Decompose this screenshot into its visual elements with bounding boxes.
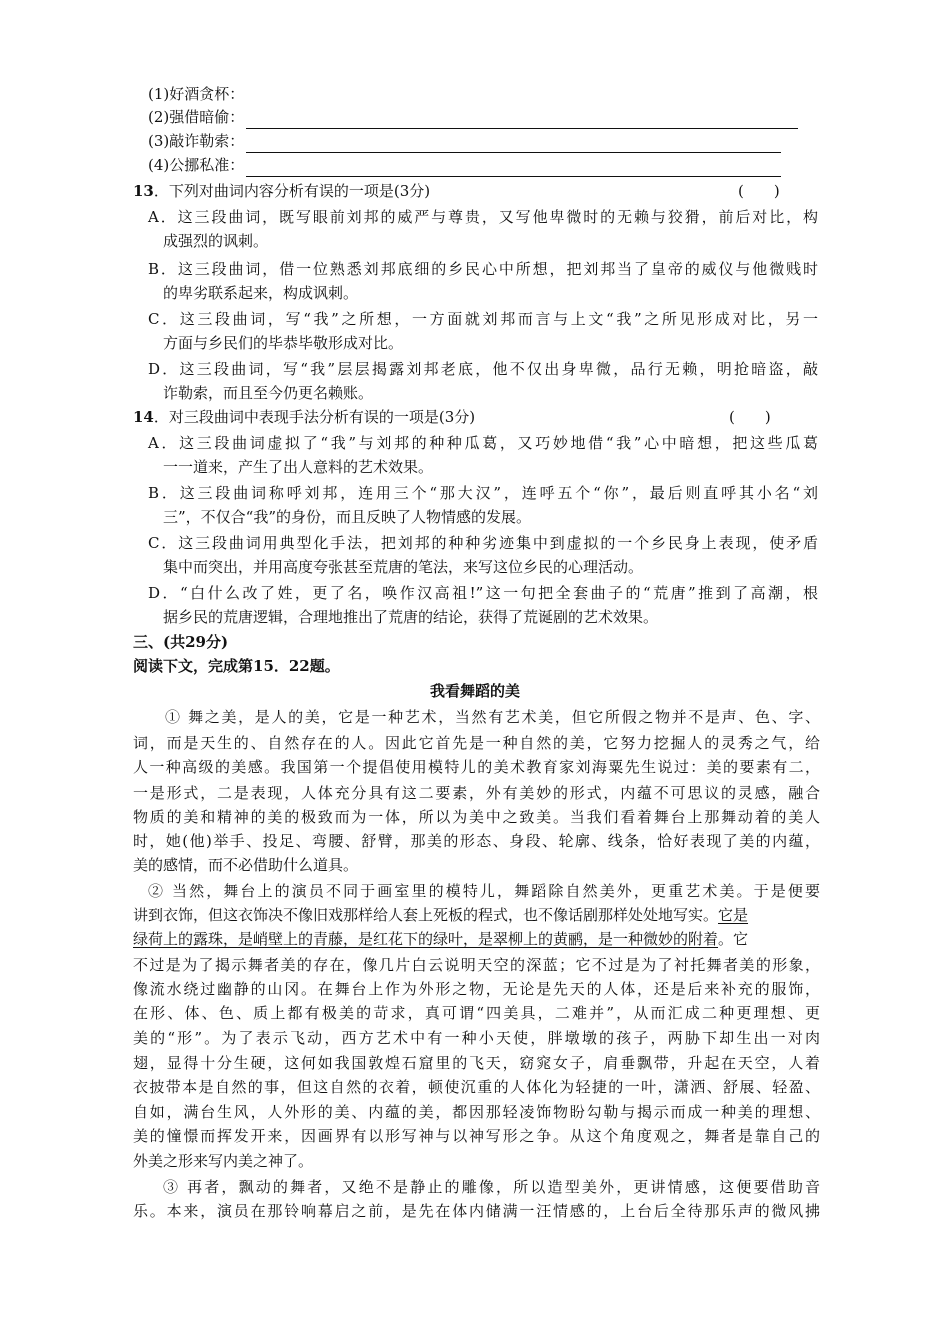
q14-option-d-line1: D．“白什么改了姓，更了名，唤作汉高祖!”这一句把全套曲子的“荒唐”推到了高潮，根 — [148, 584, 818, 602]
q13-option-a-line1: A．这三段曲词，既写眼前刘邦的威严与尊贵，又写他卑微时的无赖与狡猾，前后对比，构 — [148, 208, 818, 226]
q14-option-c-line2: 集中而突出，并用高度夸张甚至荒唐的笔法，来写这位乡民的心理活动。 — [163, 558, 644, 576]
section-instruction: 阅读下文，完成第15．22题。 — [133, 657, 340, 675]
q13-option-b-line1: B．这三段曲词，借一位熟悉刘邦底细的乡民心中所想，把刘邦当了皇帝的威仪与他微贱时 — [148, 260, 818, 278]
q13-option-b-line2: 的卑劣联系起来，构成讽刺。 — [163, 284, 359, 302]
q14-option-d-line2: 据乡民的荒唐逻辑，合理地推出了荒唐的结论，获得了荒诞剧的艺术效果。 — [163, 608, 659, 626]
q12-item-label: (2)强借暗偷： — [148, 108, 245, 126]
answer-blank[interactable] — [246, 135, 781, 153]
para3-line: 乐。本来，演员在那铃响幕启之前，是先在体内储满一汪情感的，上台后全待那乐声的微风拂 — [133, 1202, 820, 1220]
q14-stem — [133, 406, 813, 429]
para2-line — [133, 904, 820, 927]
q14-option-c-line1: C．这三段曲词用典型化手法，把刘邦的种种劣迹集中到虚拟的一个乡民身上表现，使矛盾 — [148, 534, 818, 552]
q12-item-1 — [148, 83, 244, 106]
section-heading: 三、(共29分) — [133, 633, 229, 651]
para2-line: 在形、体、色、质上都有极美的苛求，真可谓“四美具，二难并”，从而汇成二种更理想、更 — [133, 1004, 820, 1022]
para1-line: 时，她(他)举手、投足、弯腰、舒臂，那美的形态、身段、轮廓、线条，恰好表现了美的内蕴， — [133, 832, 820, 850]
q12-item-label: (4)公挪私准： — [148, 156, 245, 174]
q13-stem — [133, 180, 813, 203]
para2-line: 自如，满台生风，人外形的美、内蕴的美，都因那轻凌饰物盼勾勒与揭示而成一种美的理想、 — [133, 1103, 820, 1121]
q12-item-3 — [148, 130, 808, 153]
para3-line: ③ 再者，飘动的舞者，又绝不是静止的雕像，所以造型美外，更讲情感，这便要借助音 — [163, 1178, 820, 1196]
answer-blank[interactable] — [246, 159, 781, 177]
para1-line: 一是形式，二是表现，人体充分具有这二要素，外有美妙的形式，内蕴不可思议的灵感，融合 — [133, 784, 820, 802]
q14-option-b-line1: B．这三段曲词称呼刘邦，连用三个“那大汉”，连呼五个“你”，最后则直呼其小名“刘 — [148, 484, 818, 502]
answer-paren[interactable]: ( ) — [738, 182, 780, 200]
question-number: 14 — [133, 408, 154, 426]
para1-line: 词，而是天生的、自然存在的人。因此它首先是一种自然的美，它努力挖掘人的灵秀之气，给 — [133, 734, 820, 752]
para1-line: 物质的美和精神的美的极致而为一体，所以为美中之致美。当我们看着舞台上那舞动着的美人 — [133, 808, 820, 826]
article-title: 我看舞蹈的美 — [429, 682, 520, 700]
para2-line: ② 当然，舞台上的演员不同于画室里的模特儿，舞蹈除自然美外，更重艺术美。于是便要 — [148, 882, 820, 900]
q13-option-d-line2: 诈勒索，而且至今仍更名赖账。 — [163, 384, 374, 402]
para1-line: 人一种高级的美感。我国第一个提倡使用模特儿的美术教育家刘海粟先生说过：美的要素有二， — [133, 758, 820, 776]
q12-item-2 — [148, 106, 808, 129]
para2-line: 美的憧憬而挥发开来，因画界有以形写神与以神写形之争。从这个角度观之，舞者是靠自己的 — [133, 1127, 820, 1145]
q13-option-c-line1: C．这三段曲词，写“我”之所想，一方面就刘邦而言与上文“我”之所见形成对比，另一 — [148, 310, 818, 328]
para1-line: ① 舞之美，是人的美，它是一种艺术，当然有艺术美，但它所假之物并不是声、色、字、 — [165, 708, 820, 726]
para1-line: 美的感情，而不必借助什么道具。 — [133, 856, 359, 874]
question-text: ．下列对曲词内容分析有误的一项是(3分) — [153, 182, 431, 200]
para2-line: 衣披带本是自然的事，但这自然的衣着，顿使沉重的人体化为轻捷的一叶，潇洒、舒展、轻盈、 — [133, 1078, 820, 1096]
q14-option-a-line1: A．这三段曲词虚拟了“我”与刘邦的种种瓜葛，又巧妙地借“我”心中暗想，把这些瓜葛 — [148, 434, 818, 452]
question-number: 13 — [133, 182, 154, 200]
para2-line: 不过是为了揭示舞者美的存在，像几片白云说明天空的深蓝；它不过是为了衬托舞者美的形象， — [133, 956, 820, 974]
para2-line: 美的“形”。为了表示飞动，西方艺术中有一种小天使，胖墩墩的孩子，两胁下却生出一对肉 — [133, 1029, 820, 1047]
question-text: ．对三段曲词中表现手法分析有误的一项是(3分) — [153, 408, 476, 426]
para2-line — [133, 928, 820, 951]
q13-option-c-line2: 方面与乡民们的毕恭毕敬形成对比。 — [163, 334, 404, 352]
q12-item-label: (3)敲诈勒索： — [148, 132, 245, 150]
para2-text: 讲到衣饰，但这衣饰决不像旧戏那样给人套上死板的程式，也不像话剧那样处处地写实。 — [133, 906, 719, 924]
para2-line: 翅，显得十分生硬，这何如我国敦煌石窟里的飞天，窈窕女子，肩垂飘带，升起在天空，人着 — [133, 1054, 820, 1072]
answer-blank[interactable] — [246, 111, 798, 129]
para2-text: 。它 — [718, 930, 749, 948]
q13-option-a-line2: 成强烈的讽刺。 — [163, 232, 269, 250]
answer-paren[interactable]: ( ) — [729, 408, 771, 426]
q14-option-a-line2: 一一道来，产生了出人意料的艺术效果。 — [163, 458, 434, 476]
underlined-text: 它是 — [718, 906, 749, 924]
q12-item-4 — [148, 154, 808, 177]
q12-item-label: (1)好酒贪杯： — [148, 85, 245, 103]
para2-line: 外美之形来写内美之神了。 — [133, 1152, 314, 1170]
para2-line: 像流水绕过幽静的山冈。在舞台上作为外形之物，无论是先天的人体，还是后来补充的服饰， — [133, 980, 820, 998]
q14-option-b-line2: 三”，不仅合“我”的身份，而且反映了人物情感的发展。 — [163, 508, 532, 526]
q13-option-d-line1: D．这三段曲词，写“我”层层揭露刘邦老底，他不仅出身卑微，品行无赖，明抢暗盗，敲 — [148, 360, 818, 378]
underlined-text: 绿荷上的露珠，是峭壁上的青藤，是红花下的绿叶，是翠柳上的黄鹂，是一种微妙的附着 — [133, 930, 719, 948]
